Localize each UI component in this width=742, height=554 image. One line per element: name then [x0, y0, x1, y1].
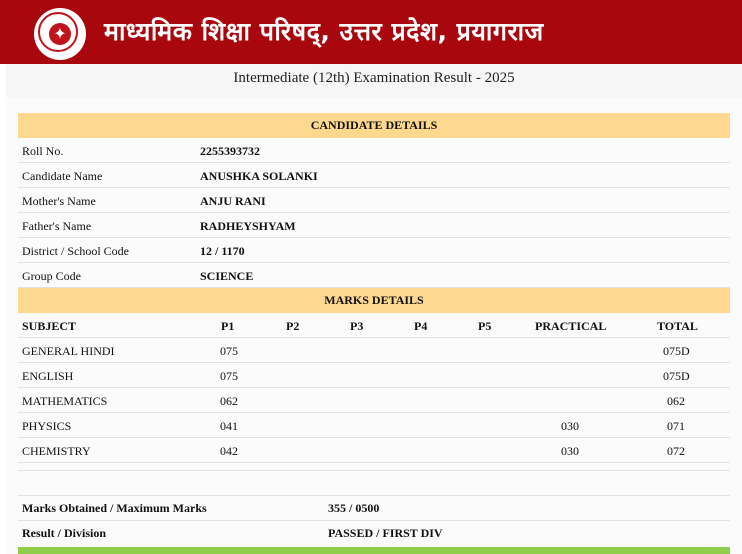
board-title: माध्यमिक शिक्षा परिषद्, उत्तर प्रदेश, प्रयागराज [104, 17, 544, 46]
p1-cell: 062 [220, 394, 238, 408]
mother-name-row [18, 188, 730, 213]
column-header-p3: P3 [350, 319, 364, 333]
table-row [18, 413, 730, 438]
field-label: Father's Name [22, 219, 92, 233]
column-header-p5: P5 [478, 319, 492, 333]
column-header-p1: P1 [221, 319, 235, 333]
total-cell: 075D [663, 369, 690, 383]
field-label: Mother's Name [22, 194, 96, 208]
subject-cell: PHYSICS [22, 419, 72, 433]
practical-cell: 030 [561, 419, 579, 433]
logo-emblem: ✦ [53, 24, 67, 43]
candidate-details-title: CANDIDATE DETAILS [310, 118, 438, 132]
total-cell: 075D [663, 344, 690, 358]
roll-no-row [18, 138, 730, 163]
marks-obtained-row [18, 495, 730, 520]
column-header-subject: SUBJECT [22, 319, 77, 333]
field-value: 12 / 1170 [200, 244, 245, 258]
group-code-row [18, 263, 730, 288]
total-cell: 072 [667, 444, 685, 458]
district-school-row [18, 238, 730, 263]
exam-title: Intermediate (12th) Examination Result - 2025 [233, 70, 515, 86]
field-label: Roll No. [22, 144, 64, 158]
field-label: District / School Code [22, 244, 129, 258]
marks-details-heading [18, 288, 730, 313]
table-row [18, 338, 730, 363]
table-row [18, 363, 730, 388]
subject-cell: GENERAL HINDI [22, 344, 115, 358]
column-header-p2: P2 [286, 319, 300, 333]
field-value: ANUSHKA SOLANKI [200, 169, 318, 183]
subject-cell: ENGLISH [22, 369, 74, 383]
board-logo-icon [34, 8, 86, 60]
father-name-row [18, 213, 730, 238]
column-header-p4: P4 [414, 319, 428, 333]
result-division-row [18, 520, 730, 545]
candidate-details-heading [18, 113, 730, 138]
field-value: ANJU RANI [200, 194, 266, 208]
column-header-practical: PRACTICAL [535, 319, 607, 333]
field-label: Candidate Name [22, 169, 103, 183]
result-division-value: PASSED / FIRST DIV [328, 526, 443, 540]
result-division-label: Result / Division [22, 526, 107, 540]
total-cell: 071 [667, 419, 685, 433]
total-cell: 062 [667, 394, 685, 408]
field-value: 2255393732 [200, 144, 260, 158]
exam-title-bar [6, 64, 742, 99]
table-row [18, 438, 730, 463]
p1-cell: 042 [220, 444, 238, 458]
table-row [18, 388, 730, 413]
practical-cell: 030 [561, 444, 579, 458]
marks-obtained-value: 355 / 0500 [328, 501, 380, 515]
field-value: SCIENCE [200, 269, 254, 283]
column-header-total: TOTAL [657, 319, 698, 333]
candidate-name-row [18, 163, 730, 188]
marks-obtained-label: Marks Obtained / Maximum Marks [22, 501, 207, 515]
marks-details-title: MARKS DETAILS [324, 293, 424, 307]
p1-cell: 075 [220, 369, 238, 383]
subject-cell: MATHEMATICS [22, 394, 108, 408]
table-spacer [18, 463, 730, 471]
field-value: RADHEYSHYAM [200, 219, 296, 233]
p1-cell: 075 [220, 344, 238, 358]
field-label: Group Code [22, 269, 81, 283]
subject-cell: CHEMISTRY [22, 444, 91, 458]
site-header [0, 0, 742, 64]
marks-table-header [18, 313, 730, 338]
pass-status-bar [18, 547, 730, 554]
p1-cell: 041 [220, 419, 238, 433]
